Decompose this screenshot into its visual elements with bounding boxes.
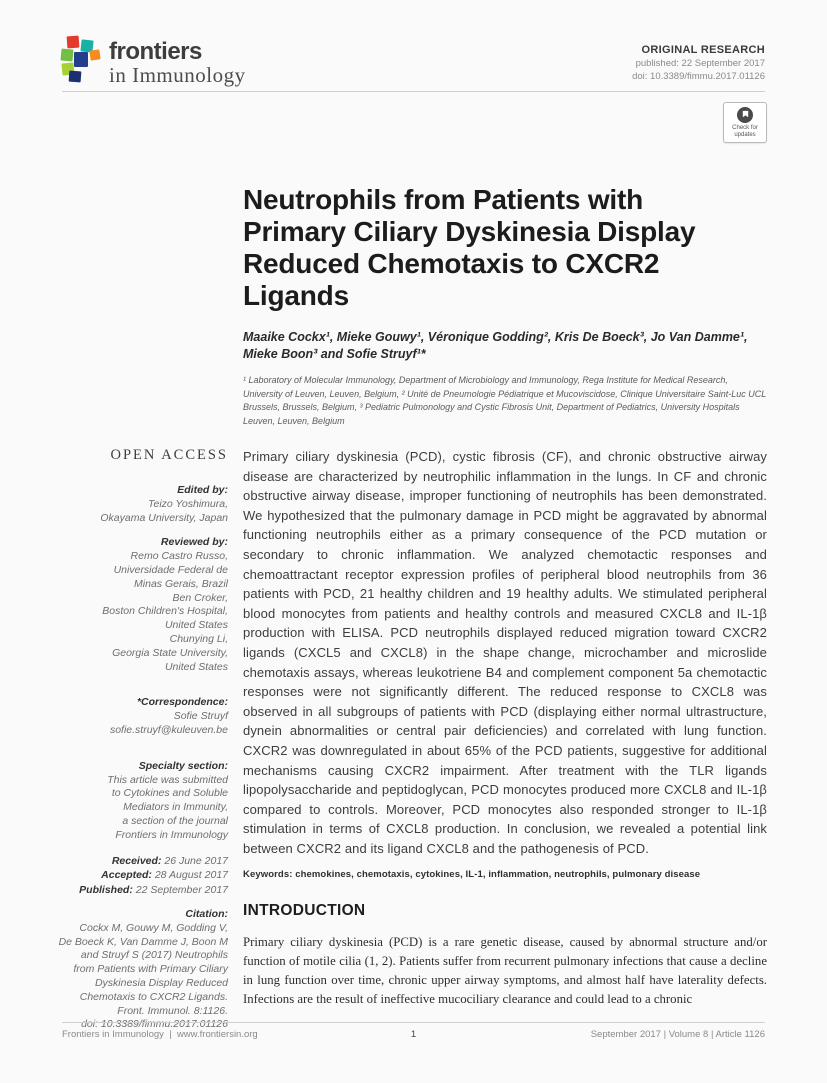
- frontiers-logo: [60, 36, 246, 87]
- journal-name-brand: frontiers: [109, 38, 202, 65]
- footer-url-link[interactable]: www.frontiersin.org: [176, 1029, 258, 1040]
- published-date-line: published: 22 September 2017: [635, 58, 765, 69]
- accepted-date: Accepted: 28 August 2017: [101, 869, 228, 882]
- edited-by-block: [58, 484, 228, 525]
- article-type-label: ORIGINAL RESEARCH: [641, 44, 765, 56]
- doi-line: doi: 10.3389/fimmu.2017.01126: [632, 71, 765, 82]
- journal-name: [109, 40, 246, 87]
- abstract-text: Primary ciliary dyskinesia (PCD), cystic fibrosis (CF), and chronic obstructive airway disease are characterized by neutrophilic inflammation in the lungs. In CF and chronic obstructive airway disease, improper functioning of neutrophils has been demonstrated. We hypothesized that the pulmonary damage in PCD might be aggravated by abnormal functioning neutrophils either as a primary consequence of the PCD mutation or secondary to chronic inflammation. We analyzed chemotactic responses and chemoattractant receptor expression profiles of peripheral blood neutrophils from 36 patients with PCD, 21 healthy children and 19 healthy adults. We stimulated peripheral blood monocytes from patients and healthy controls and measured CXCL8 and IL-1β production with ELISA. PCD neutrophils displayed reduced migration toward CXCR2 ligands (CXCL5 and CXCL8) in the shape change, microchamber and microslide chemotaxis assays, whereas leukotriene B4 and complement component 5a chemotactic responses were not significantly different. The reduced response to CXCL8 was observed in all subgroups of patients with PCD (displaying either normal ultrastructure, dynein abnormalities or central pair deficiencies) and correlated with lung function. CXCR2 was downregulated in about 65% of the PCD patients, suggestive for additional mechanisms causing CXCR2 impairment. After treatment with the TLR ligands lipopolysaccharide and peptidoglycan, PCD monocytes produced more CXCL8 and IL-1β compared to controls. Moreover, PCD monocytes also responded stronger to IL-1β stimulation in terms of CXCL8 production. In conclusion, we revealed a potential link between CXCR2 and its ligand CXCL8 and the pathogenesis of PCD.: [243, 449, 767, 856]
- correspondence-block: [58, 696, 228, 737]
- page-number: 1: [410, 1029, 417, 1040]
- footer-separator: |: [169, 1029, 172, 1040]
- edited-by-value: Teizo Yoshimura, Okayama University, Japan: [100, 497, 228, 524]
- citation-block: [58, 908, 228, 1032]
- check-updates-label: Check for updates: [732, 124, 758, 138]
- article-title: Neutrophils from Patients with Primary Ciliary Dyskinesia Display Reduced Chemotaxis to CXCR2 Ligands: [243, 184, 696, 311]
- author-list: Maaike Cockx¹, Mieke Gouwy¹, Véronique Godding², Kris De Boeck³, Jo Van Damme¹, Mieke Boon³ and Sofie Struyf¹*: [243, 330, 748, 361]
- main-content: [243, 447, 767, 1009]
- specialty-section-label: Specialty section:: [138, 759, 228, 772]
- frontiers-cubes-icon: [60, 36, 102, 84]
- crossmark-icon: [737, 107, 753, 123]
- citation-value: Cockx M, Gouwy M, Godding V, De Boeck K, Van Damme J, Boon M and Struyf S (2017) Neutrophils from Patients with Primary Ciliary Dyskinesia Display Reduced Chemotaxis to CXCR2 Ligands. Front. Immunol. 8:1126. doi: 10.3389/fimmu.2017.01126: [58, 921, 228, 1031]
- citation-label: Citation:: [185, 908, 228, 921]
- correspondence-email-link[interactable]: sofie.struyf@kuleuven.be: [109, 723, 228, 736]
- open-access-label: OPEN ACCESS: [110, 447, 228, 463]
- keywords-line: Keywords: chemokines, chemotaxis, cytokines, IL-1, inflammation, neutrophils, pulmonary disease: [243, 869, 701, 881]
- reviewed-by-block: [58, 536, 228, 674]
- reviewed-by-label: Reviewed by:: [160, 536, 228, 549]
- header-divider: [62, 91, 765, 92]
- dates-block: [58, 854, 228, 898]
- correspondence-name: Sofie Struyf: [173, 710, 228, 723]
- header-meta: [632, 44, 765, 82]
- specialty-section-block: [58, 760, 228, 843]
- footer-issue-info: September 2017 | Volume 8 | Article 1126: [590, 1029, 765, 1040]
- received-date: Received: 26 June 2017: [111, 854, 228, 867]
- journal-name-field: in Immunology: [109, 63, 246, 87]
- footer-divider: [62, 1022, 765, 1023]
- reviewed-by-value: Remo Castro Russo, Universidade Federal de Minas Gerais, Brazil Ben Croker, Boston Children's Hospital, United States Chunying Li, Georgia State University, United States: [102, 550, 228, 673]
- specialty-section-value: This article was submitted to Cytokines and Soluble Mediators in Immunity, a section of the journal Frontiers in Immunology: [107, 773, 228, 841]
- article-info-sidebar: [58, 447, 228, 1043]
- introduction-paragraph: Primary ciliary dyskinesia (PCD) is a rare genetic disease, caused by abnormal structure and/or function of motile cilia (1, 2). Patients suffer from recurrent pulmonary infections that cause a decline in lung function over time, chronic upper airway symptoms, and almost half have laterality defects. Infections are the result of ineffective mucociliary clearance and could lead to a chronic: [243, 935, 767, 1007]
- published-date: Published: 22 September 2017: [79, 883, 228, 896]
- correspondence-label: *Correspondence:: [136, 696, 228, 709]
- check-for-updates-button[interactable]: [723, 102, 767, 143]
- footer-journal-name: Frontiers in Immunology: [62, 1029, 164, 1040]
- edited-by-label: Edited by:: [177, 484, 228, 496]
- affiliations: ¹ Laboratory of Molecular Immunology, Department of Microbiology and Immunology, Rega Institute for Medical Research, University of Leuven, Leuven, Belgium, ² Unité de Pneumologie Pédiatrique et Mucoviscidose, Clinique Universitaire Saint-Luc UCL Brussels, Brussels, Belgium, ³ Pediatric Pulmonology and Cystic Fibrosis Unit, Department of Pediatrics, University Hospitals Leuven, Leuven, Belgium: [243, 375, 767, 426]
- introduction-heading: INTRODUCTION: [243, 902, 366, 920]
